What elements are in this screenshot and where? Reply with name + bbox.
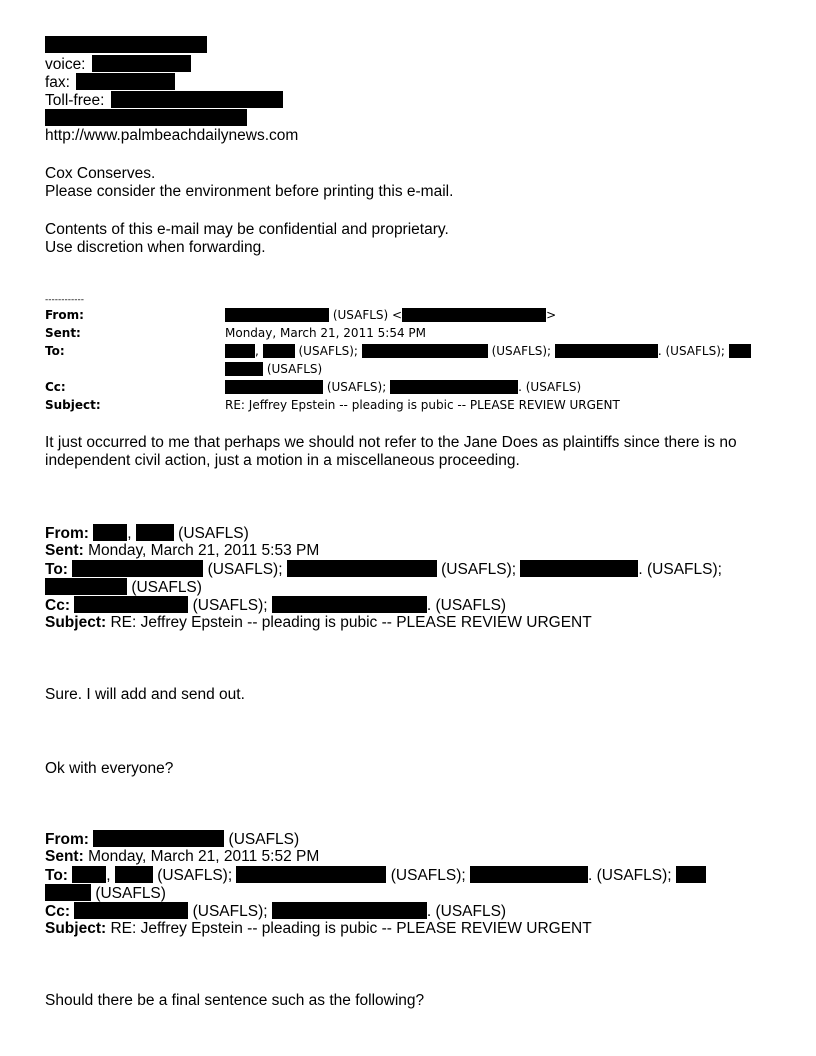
fax-label: fax: (45, 74, 70, 91)
redaction-block (263, 344, 295, 358)
cc-line: Cc: (USAFLS); . (USAFLS) (45, 903, 507, 920)
redaction-block (72, 560, 203, 577)
to-line: To: (USAFLS); (USAFLS); . (USAFLS); (45, 561, 722, 578)
cc-value: (USAFLS); . (USAFLS) (225, 378, 581, 396)
redaction-block (136, 524, 174, 541)
from-label: From: (45, 831, 89, 848)
from-label: From: (45, 308, 84, 322)
cc-label: Cc: (45, 380, 66, 394)
redaction-block (402, 308, 546, 322)
redaction-block (92, 55, 191, 72)
sent-label: Sent: (45, 542, 84, 559)
redaction-block (470, 866, 588, 883)
to-value-line2: (USAFLS) (225, 360, 322, 378)
redaction-block (115, 866, 153, 883)
to-line-continued: (USAFLS) (45, 578, 202, 597)
redaction-block (45, 109, 247, 126)
redaction-block (45, 36, 207, 53)
redaction-block (45, 578, 127, 595)
signature-fax-line (45, 73, 175, 92)
body-text-line: It just occurred to me that perhaps we should not refer to the Jane Does as plaintiffs since there is no (45, 434, 737, 451)
body-text-line: Sure. I will add and send out. (45, 686, 245, 703)
cc-line: Cc: (USAFLS); . (USAFLS) (45, 597, 507, 614)
signature-name-line (45, 36, 207, 55)
sent-line (45, 542, 319, 560)
redaction-block (729, 344, 751, 358)
subject-label: Subject: (45, 614, 107, 631)
to-line-continued: (USAFLS) (45, 884, 166, 903)
redaction-block (74, 902, 188, 919)
confidentiality-line: Contents of this e-mail may be confidential and proprietary. (45, 221, 449, 238)
signature-voice-line (45, 55, 191, 74)
sent-value: Monday, March 21, 2011 5:53 PM (88, 542, 320, 559)
redaction-block (45, 884, 91, 901)
body-text-line: Ok with everyone? (45, 760, 174, 777)
redaction-block (287, 560, 437, 577)
sent-value: Monday, March 21, 2011 5:54 PM (225, 326, 426, 340)
cc-label: Cc: (45, 903, 70, 920)
redaction-block (520, 560, 638, 577)
signature-redacted-line (45, 109, 247, 128)
redaction-block (111, 91, 283, 108)
signature-tollfree-line (45, 91, 283, 110)
redaction-block (272, 902, 427, 919)
voice-label: voice: (45, 56, 86, 73)
redaction-block (362, 344, 488, 358)
subject-value: RE: Jeffrey Epstein -- pleading is pubic -- PLEASE REVIEW URGENT (110, 920, 592, 937)
to-label: To: (45, 867, 68, 884)
redaction-block (93, 830, 224, 847)
confidentiality-line: Use discretion when forwarding. (45, 239, 266, 256)
from-line: From: (USAFLS) (45, 831, 300, 848)
to-label: To: (45, 561, 68, 578)
from-line: From: , (USAFLS) (45, 525, 249, 542)
redaction-block (272, 596, 427, 613)
subject-line (45, 614, 592, 632)
redaction-block (225, 308, 329, 322)
subject-line (45, 920, 592, 938)
redaction-block (390, 380, 518, 394)
from-label: From: (45, 525, 89, 542)
redaction-block (225, 344, 255, 358)
redaction-block (676, 866, 706, 883)
notice-line: Cox Conserves. (45, 165, 156, 182)
body-text-line: Should there be a final sentence such as the following? (45, 992, 425, 1009)
sent-label: Sent: (45, 326, 81, 340)
subject-label: Subject: (45, 398, 101, 412)
redaction-block (555, 344, 658, 358)
to-value-line1: , (USAFLS); (USAFLS); . (USAFLS); (225, 342, 751, 360)
to-line: To: , (USAFLS); (USAFLS); . (USAFLS); (45, 866, 706, 885)
cc-label: Cc: (45, 597, 70, 614)
redaction-block (236, 866, 386, 883)
separator-line: ------------ (45, 295, 84, 305)
redaction-block (76, 73, 175, 90)
redaction-block (93, 524, 127, 541)
sent-label: Sent: (45, 848, 84, 865)
subject-value: RE: Jeffrey Epstein -- pleading is pubic -- PLEASE REVIEW URGENT (225, 398, 620, 412)
redaction-block (225, 362, 263, 376)
redaction-block (74, 596, 188, 613)
to-label: To: (45, 344, 65, 358)
subject-label: Subject: (45, 920, 107, 937)
tollfree-label: Toll-free: (45, 92, 105, 109)
from-value: (USAFLS) < > (225, 306, 556, 324)
redaction-block (72, 866, 106, 883)
website-link[interactable]: http://www.palmbeachdailynews.com (45, 127, 299, 144)
redaction-block (225, 380, 323, 394)
sent-value: Monday, March 21, 2011 5:52 PM (88, 848, 320, 865)
sent-line (45, 848, 319, 866)
subject-value: RE: Jeffrey Epstein -- pleading is pubic -- PLEASE REVIEW URGENT (110, 614, 592, 631)
body-text-line: independent civil action, just a motion in a miscellaneous proceeding. (45, 452, 520, 469)
notice-line: Please consider the environment before printing this e-mail. (45, 183, 454, 200)
